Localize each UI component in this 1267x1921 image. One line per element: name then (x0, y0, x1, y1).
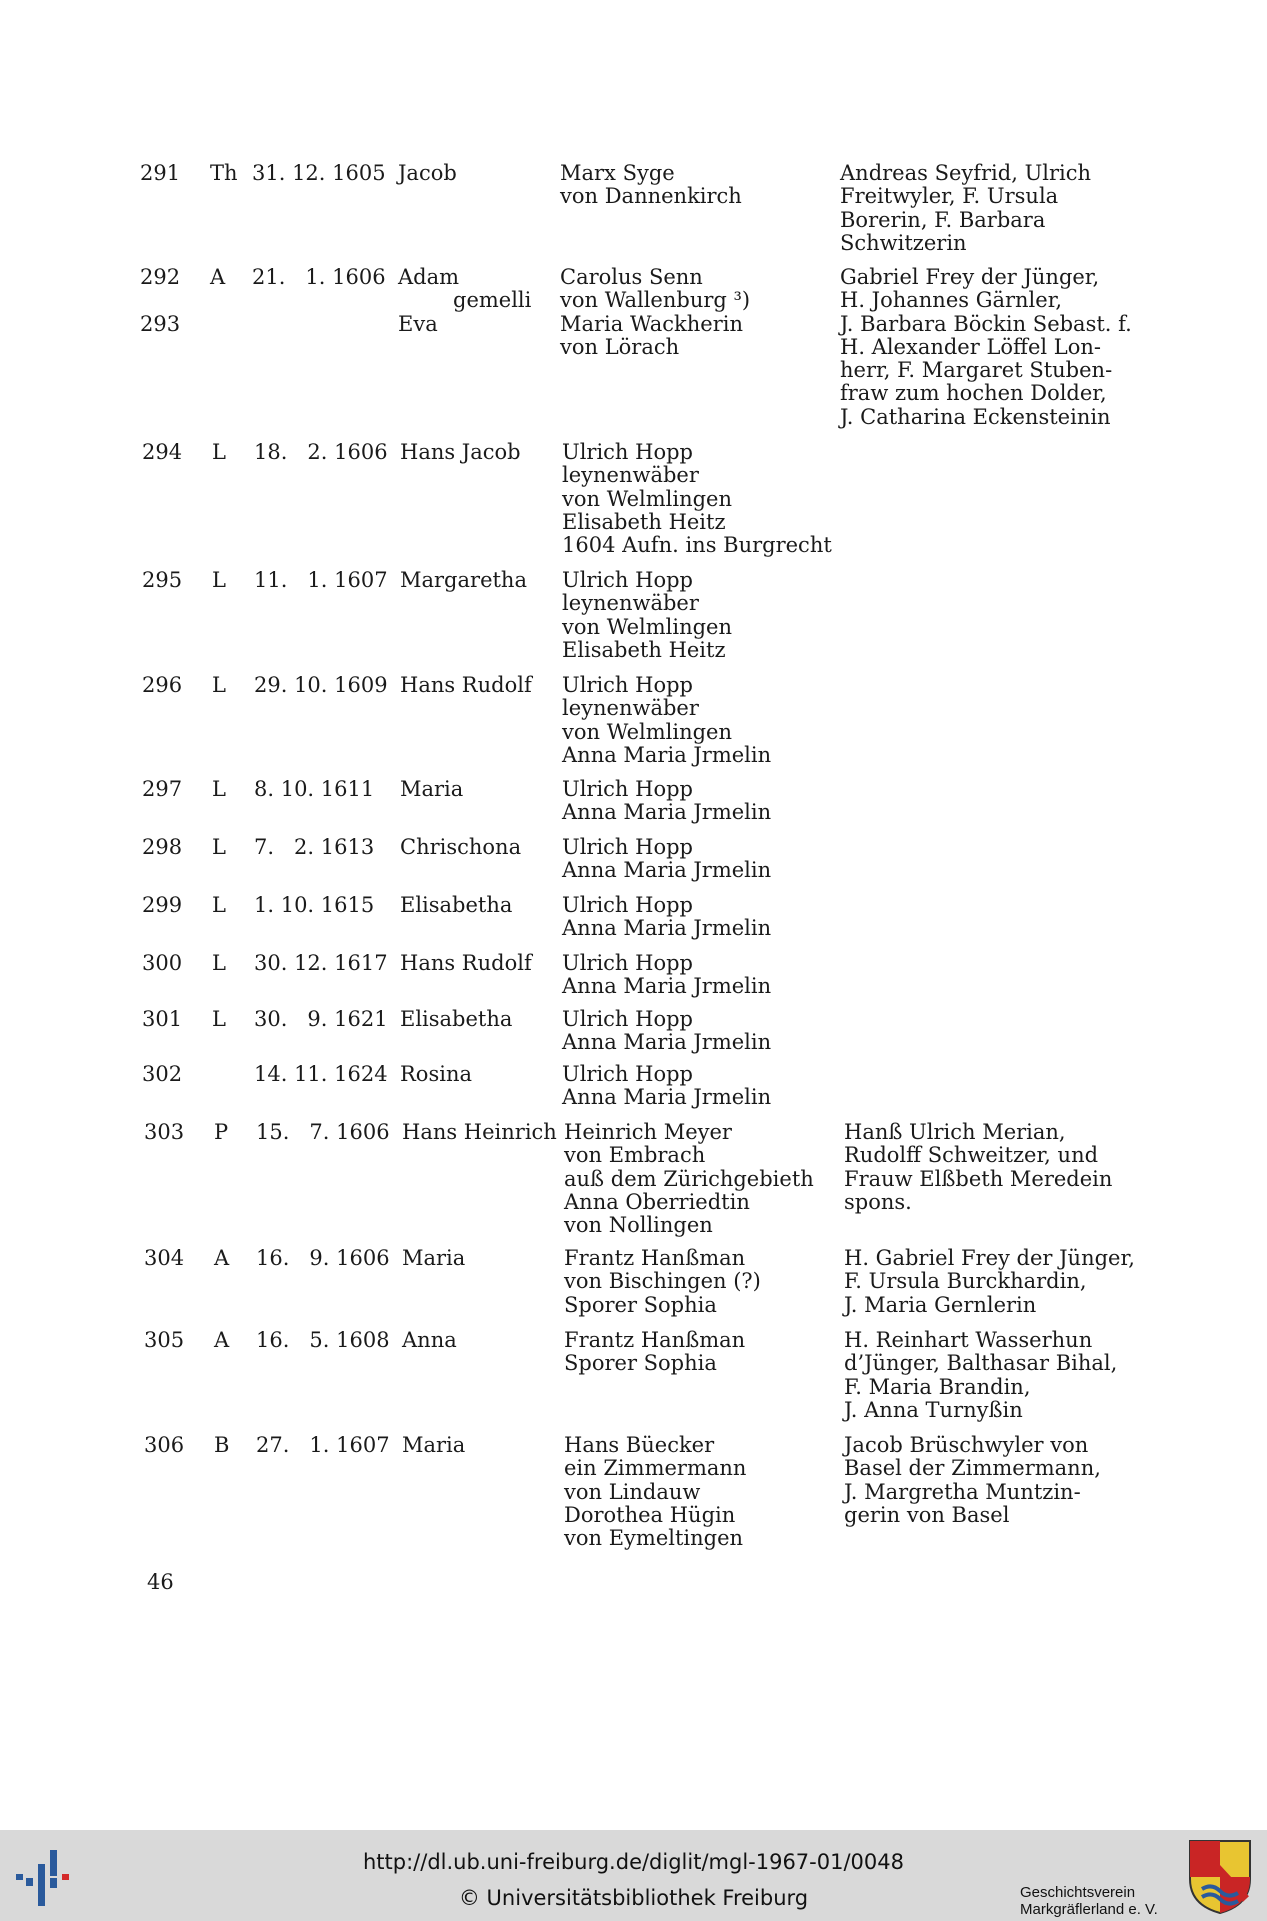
page-number: 46 (147, 1570, 174, 1594)
entry-number: 306 (144, 1433, 185, 1457)
entry-number: 292 (140, 265, 181, 289)
parent-line: von Embrach (564, 1143, 706, 1168)
entry-child-name (400, 674, 532, 697)
godparent-line: J. Margretha Muntzin- (844, 1479, 1081, 1504)
entry-number: 297 (142, 777, 183, 801)
godparent-line: Basel der Zimmermann, (844, 1456, 1101, 1481)
twins-note: gemelli (453, 288, 532, 313)
godparent-line: H. Johannes Gärnler, (840, 288, 1063, 313)
society-name (1020, 1884, 1158, 1918)
parent-line: von Wallenburg ³) (560, 288, 751, 313)
parent-line: leynenwäber (562, 591, 699, 616)
viewer-footer (0, 1830, 1267, 1921)
parent-line: Anna Maria Jrmelin (562, 800, 772, 825)
godparent-line: d’Jünger, Balthasar Bihal, (844, 1351, 1118, 1376)
entry-date: 29. 10. 1609 (254, 673, 388, 697)
parent-line: Anna Maria Jrmelin (562, 858, 772, 883)
entry-date: 7. 2. 1613 (254, 835, 375, 859)
godparent-line: Andreas Seyfrid, Ulrich (840, 161, 1092, 185)
parent-line: von Welmlingen (562, 614, 732, 639)
parent-line: von Nollingen (564, 1213, 713, 1238)
parent-line: von Welmlingen (562, 486, 732, 511)
godparent-line: H. Gabriel Frey der Jünger, (844, 1246, 1135, 1270)
entry-date: 21. 1. 1606 (252, 265, 386, 289)
entry-parents (562, 836, 771, 883)
parent-line: Marx Syge (560, 161, 675, 185)
parent-line: Ulrich Hopp (562, 893, 693, 917)
parent-line: 1604 Aufn. ins Burgrecht (562, 533, 832, 558)
entry-godparents (844, 1121, 1134, 1214)
parent-line: Anna Oberriedtin (564, 1189, 750, 1214)
parent-line: Ulrich Hopp (562, 777, 693, 801)
entry-child-name (400, 952, 532, 975)
godparent-line: J. Catharina Eckensteinin (840, 404, 1111, 429)
entry-date: 14. 11. 1624 (254, 1062, 388, 1086)
parent-line: Ulrich Hopp (562, 951, 693, 975)
godparent-line: J. Barbara Böckin Sebast. f. (840, 311, 1132, 336)
parent-line: Ulrich Hopp (562, 440, 693, 464)
entry-godparents (844, 1329, 1134, 1422)
child-name: Rosina (400, 1062, 472, 1086)
child-name: Chrischona (400, 835, 522, 859)
godparent-line: Gabriel Frey der Jünger, (840, 265, 1100, 289)
parent-line: Anna Maria Jrmelin (562, 916, 772, 941)
entry-godparents (840, 162, 1130, 255)
entry-godparents (844, 1434, 1134, 1527)
godparent-line: Rudolff Schweitzer, und (844, 1143, 1099, 1168)
entry-date: 27. 1. 1607 (256, 1433, 390, 1457)
entry-date: 18. 2. 1606 (254, 440, 388, 464)
entry-child-name (400, 1063, 472, 1086)
entry-number: 294 (142, 440, 183, 464)
entry-number: 300 (142, 951, 183, 975)
parent-line: Anna Maria Jrmelin (562, 974, 772, 999)
godparent-line: Jacob Brüschwyler von (844, 1433, 1089, 1457)
parent-line: Ulrich Hopp (562, 835, 693, 859)
entry-child-name (400, 836, 521, 859)
godparent-line: Schwitzerin (840, 230, 967, 255)
child-name: Hans Rudolf (400, 673, 532, 697)
entry-date: 11. 1. 1607 (254, 568, 388, 592)
parent-line: von Welmlingen (562, 719, 732, 744)
godparent-line: F. Maria Brandin, (844, 1374, 1031, 1399)
entry-child-name (400, 894, 512, 917)
entry-parents (562, 569, 732, 662)
parent-line: Sporer Sophia (564, 1351, 717, 1376)
parent-line: von Lörach (560, 335, 680, 360)
godparent-line: herr, F. Margaret Stuben- (840, 358, 1113, 383)
child-name: Maria (402, 1246, 466, 1270)
parent-line: von Bischingen (?) (564, 1269, 761, 1294)
child-name: Hans Heinrich (402, 1120, 557, 1144)
godparent-line: Hanß Ulrich Merian, (844, 1120, 1066, 1144)
parent-line: Ulrich Hopp (562, 673, 693, 697)
parent-line: Carolus Senn (560, 265, 703, 289)
entry-parents (562, 1008, 771, 1055)
parent-line: leynenwäber (562, 696, 699, 721)
parent-line: Ulrich Hopp (562, 1062, 693, 1086)
entry-parents (560, 162, 742, 209)
entry-parents (560, 313, 743, 360)
godparent-line: gerin von Basel (844, 1502, 1010, 1527)
godparent-line: Frauw Elßbeth Meredein (844, 1166, 1113, 1191)
godparent-line: J. Anna Turnyßin (844, 1397, 1023, 1422)
entry-code: L (212, 568, 226, 592)
entry-child-name (398, 162, 457, 185)
entry-parents (562, 441, 832, 557)
child-name: Hans Rudolf (400, 951, 532, 975)
godparent-line: F. Ursula Burckhardin, (844, 1269, 1087, 1294)
godparent-line: H. Alexander Löffel Lon- (840, 334, 1101, 359)
entry-godparents (840, 266, 1130, 429)
parent-line: leynenwäber (562, 463, 699, 488)
entry-number: 303 (144, 1120, 185, 1144)
godparent-line: Borerin, F. Barbara (840, 207, 1046, 232)
entry-parents (564, 1329, 745, 1376)
parent-line: Anna Maria Jrmelin (562, 1085, 772, 1110)
entry-parents (562, 894, 771, 941)
entry-parents (564, 1247, 761, 1317)
parent-line: Frantz Hanßman (564, 1246, 746, 1270)
entry-code: A (214, 1328, 230, 1352)
entry-date: 1. 10. 1615 (254, 893, 375, 917)
entry-code: L (212, 673, 226, 697)
child-name: Maria (400, 777, 464, 801)
entry-code: L (212, 893, 226, 917)
parent-line: Heinrich Meyer (564, 1120, 732, 1144)
entry-date: 30. 9. 1621 (254, 1007, 388, 1031)
permalink-url[interactable]: http://dl.ub.uni-freiburg.de/diglit/mgl-1967-01/0048 (362, 1850, 904, 1874)
entry-parents (562, 778, 771, 825)
entry-number: 301 (142, 1007, 183, 1031)
child-name: Margaretha (400, 568, 527, 592)
child-name: Hans Jacob (400, 440, 521, 464)
godparent-line: Freitwyler, F. Ursula (840, 184, 1059, 209)
entry-date: 16. 5. 1608 (256, 1328, 390, 1352)
child-name: Elisabetha (400, 893, 513, 917)
parent-line: auß dem Zürichgebieth (564, 1166, 814, 1191)
entry-child-name (400, 1008, 512, 1031)
entry-code: L (212, 440, 226, 464)
entry-number: 291 (140, 161, 181, 185)
entry-number: 299 (142, 893, 183, 917)
child-name: Anna (402, 1328, 457, 1352)
parent-line: Frantz Hanßman (564, 1328, 746, 1352)
entry-child-name (400, 778, 463, 801)
parent-line: ein Zimmermann (564, 1456, 747, 1481)
entry-number: 295 (142, 568, 183, 592)
child-name: Maria (402, 1433, 466, 1457)
parent-line: Maria Wackherin (560, 312, 743, 336)
entry-child-name (398, 266, 531, 313)
entry-godparents (844, 1247, 1134, 1317)
entry-parents (564, 1121, 814, 1237)
coat-of-arms-icon[interactable] (1188, 1839, 1252, 1915)
entry-code: A (210, 265, 226, 289)
entry-number: 304 (144, 1246, 185, 1270)
child-name: Eva (398, 312, 438, 336)
godparent-line: J. Maria Gernlerin (844, 1292, 1037, 1317)
entry-date: 16. 9. 1606 (256, 1246, 390, 1270)
copyright-notice: © Universitätsbibliothek Freiburg (458, 1886, 809, 1910)
entry-number: 302 (142, 1062, 183, 1086)
entry-number: 296 (142, 673, 183, 697)
entry-child-name (400, 569, 527, 592)
entry-code: P (214, 1120, 229, 1144)
entry-child-name (402, 1247, 465, 1270)
society-line-1: Geschichtsverein (1020, 1884, 1136, 1901)
parent-line: Anna Maria Jrmelin (562, 1030, 772, 1055)
entry-parents (562, 1063, 771, 1110)
society-line-2: Markgräflerland e. V. (1020, 1901, 1158, 1918)
parent-line: Ulrich Hopp (562, 568, 693, 592)
parent-line: Dorothea Hügin (564, 1502, 736, 1527)
entry-parents (562, 952, 771, 999)
parent-line: von Dannenkirch (560, 184, 742, 209)
parent-line: Ulrich Hopp (562, 1007, 693, 1031)
entry-code: A (214, 1246, 230, 1270)
entry-code: L (212, 1007, 226, 1031)
godparent-line: H. Reinhart Wasserhun (844, 1328, 1093, 1352)
entry-code: B (214, 1433, 230, 1457)
entry-date: 15. 7. 1606 (256, 1120, 390, 1144)
parent-line: Anna Maria Jrmelin (562, 742, 772, 767)
entry-date: 30. 12. 1617 (254, 951, 388, 975)
entry-number: 305 (144, 1328, 185, 1352)
entry-child-name (402, 1434, 465, 1457)
entry-code: Th (210, 161, 238, 185)
child-name: Adam (398, 265, 460, 289)
parent-line: von Lindauw (564, 1479, 701, 1504)
godparent-line: spons. (844, 1189, 912, 1214)
parent-line: von Eymeltingen (564, 1526, 744, 1551)
parent-line: Hans Büecker (564, 1433, 715, 1457)
entry-parents (564, 1434, 746, 1550)
entry-code: L (212, 951, 226, 975)
entry-code: L (212, 835, 226, 859)
entry-child-name (398, 313, 438, 336)
parent-line: Sporer Sophia (564, 1292, 717, 1317)
godparent-line: fraw zum hochen Dolder, (840, 381, 1107, 406)
parent-line: Elisabeth Heitz (562, 637, 726, 662)
child-name: Elisabetha (400, 1007, 513, 1031)
entry-number: 293 (140, 312, 181, 336)
entry-child-name (400, 441, 521, 464)
entry-child-name (402, 1121, 557, 1144)
entry-parents (560, 266, 750, 313)
entry-date: 31. 12. 1605 (252, 161, 386, 185)
entry-code: L (212, 777, 226, 801)
entry-child-name (402, 1329, 457, 1352)
entry-number: 298 (142, 835, 183, 859)
entry-parents (562, 674, 771, 767)
child-name: Jacob (398, 161, 457, 185)
parent-line: Elisabeth Heitz (562, 509, 726, 534)
entry-date: 8. 10. 1611 (254, 777, 375, 801)
